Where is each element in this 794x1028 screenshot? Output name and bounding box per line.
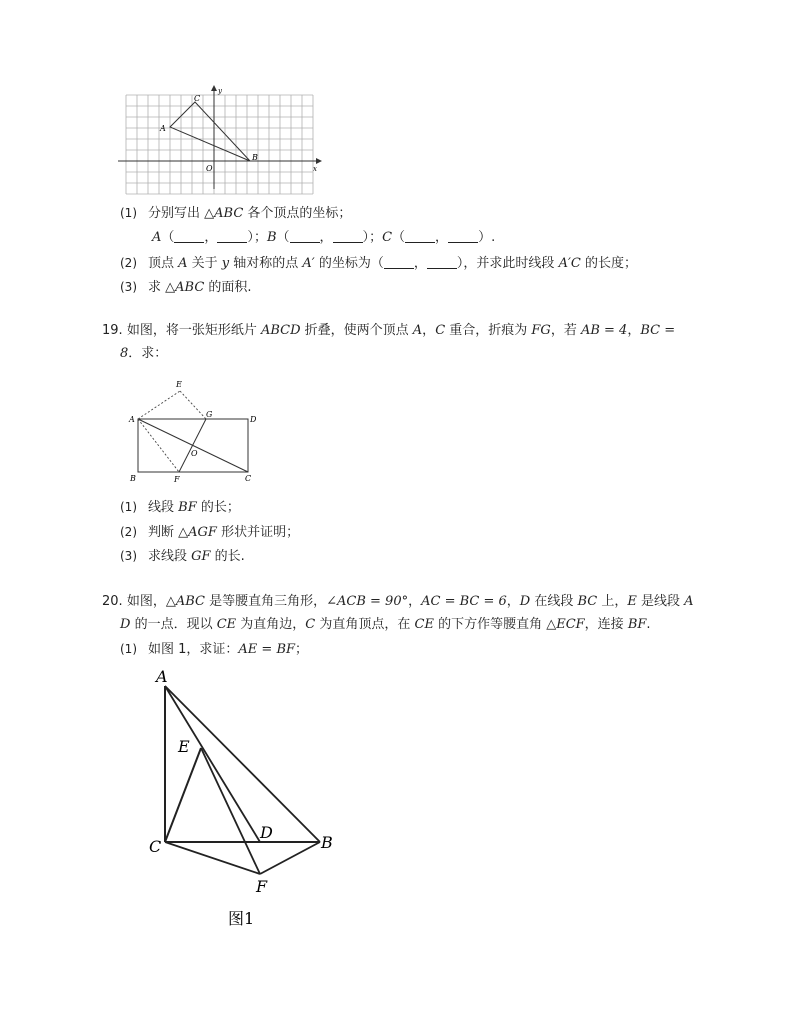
figure-caption: 图1: [228, 909, 255, 928]
x-axis-arrow: [316, 158, 322, 164]
x-axis-label: x: [313, 165, 317, 173]
q18-part-2: (2) 顶点 A 关于 y 轴对称的点 A′ 的坐标为（ ， ），并求此时线段 A′C 的长度；: [120, 256, 637, 271]
segment-ab: [165, 686, 320, 842]
q18-part-1: (1) 分别写出 △ABC 各个顶点的坐标；: [120, 206, 352, 221]
dashed-ae: [138, 391, 180, 419]
y-axis-arrow: [211, 85, 217, 91]
point-c-label: C: [194, 94, 201, 103]
q18-grid-figure: [116, 85, 326, 195]
q19-rectangle-figure: [126, 374, 266, 484]
point-a-label: A: [160, 124, 166, 133]
answer-blank[interactable]: [448, 229, 478, 243]
point-b-label: B: [130, 474, 136, 483]
segment-ef: [201, 748, 260, 874]
segment-fb: [260, 842, 320, 874]
q19-part-3: (3) 求线段 GF 的长.: [120, 549, 245, 564]
point-o-label: O: [191, 449, 198, 458]
grid-lines: [126, 95, 313, 194]
q18-part-3: (3) 求 △ABC 的面积.: [120, 280, 252, 295]
point-c-label: C: [245, 474, 252, 483]
point-f-label: F: [174, 475, 180, 484]
point-c-label: C: [149, 837, 162, 856]
answer-blank[interactable]: [290, 229, 320, 243]
q19-stem-line-2: 8．求：: [120, 346, 168, 361]
point-d-label: D: [250, 415, 257, 424]
answer-blank[interactable]: [174, 229, 204, 243]
segment-ce: [165, 748, 201, 842]
dashed-af: [138, 419, 179, 472]
answer-blank[interactable]: [405, 229, 435, 243]
point-a-label: A: [129, 415, 135, 424]
q20-stem-line-2: D 的一点．现以 CE 为直角边，C 为直角顶点，在 CE 的下方作等腰直角 △ECF，连接 BF.: [120, 617, 651, 632]
part-number: (1): [120, 206, 137, 220]
dashed-eg: [180, 391, 206, 419]
point-f-label: F: [256, 877, 268, 896]
answer-blank[interactable]: [333, 229, 363, 243]
point-a-label: A: [156, 667, 168, 686]
segment-ad: [165, 686, 260, 842]
q20-figure-1: [140, 664, 360, 934]
point-b-label: B: [252, 153, 258, 162]
answer-blank[interactable]: [217, 229, 247, 243]
q19-part-2: (2) 判断 △AGF 形状并证明；: [120, 525, 300, 540]
q18-coordinate-blanks: A（ ， ）；B（ ， ）；C（ ， ）.: [152, 230, 496, 245]
q19-stem-line-1: 19. 如图，将一张矩形纸片 ABCD 折叠，使两个顶点 A，C 重合，折痕为 FG，若 AB = 4，BC =: [102, 323, 676, 338]
segment-cf: [165, 842, 260, 874]
origin-label: O: [206, 164, 213, 173]
q20-stem-line-1: 20. 如图，△ABC 是等腰直角三角形，∠ACB = 90°，AC = BC = 6，D 在线段 BC 上，E 是线段 A: [102, 594, 694, 609]
answer-blank[interactable]: [427, 255, 457, 269]
q19-part-1: (1) 线段 BF 的长；: [120, 500, 240, 515]
fold-line-fg: [179, 419, 206, 472]
q20-part-1: (1) 如图 1，求证：AE = BF；: [120, 642, 309, 657]
triangle-abc: [170, 102, 250, 161]
y-axis-label: y: [218, 87, 222, 95]
point-e-label: E: [178, 737, 190, 756]
point-g-label: G: [206, 410, 213, 419]
answer-blank[interactable]: [384, 255, 414, 269]
point-b-label: B: [321, 833, 333, 852]
point-e-label: E: [176, 380, 182, 389]
point-d-label: D: [260, 823, 273, 842]
